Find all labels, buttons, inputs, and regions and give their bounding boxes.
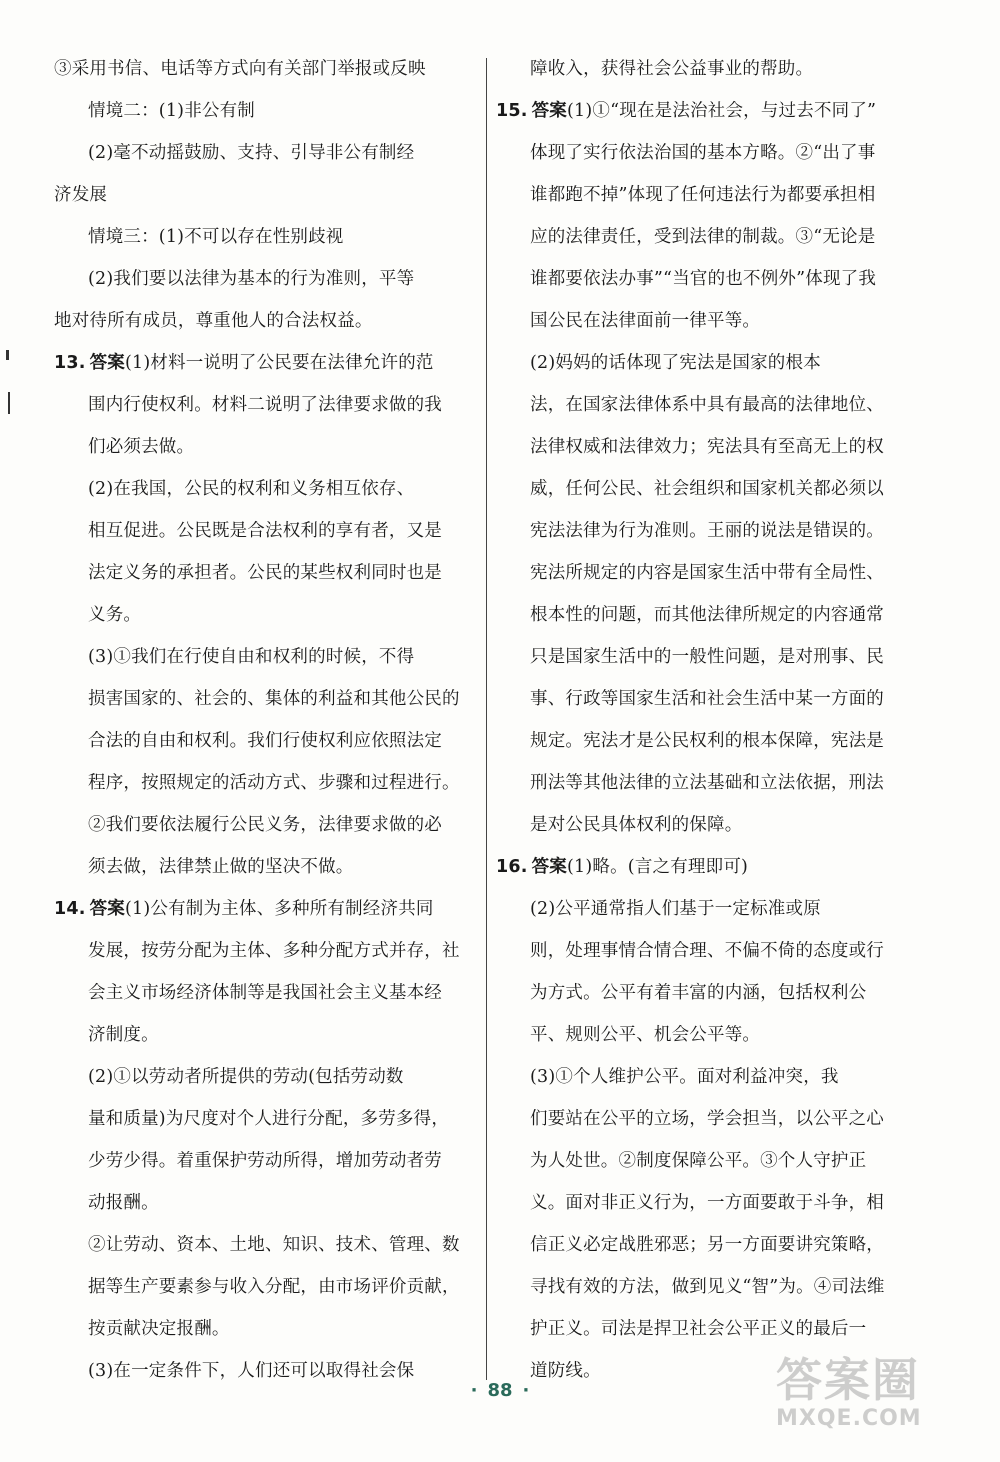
line-text: 济制度。 xyxy=(88,1025,159,1045)
line-text: (1)公有制为主体、多种所有制经济共同 xyxy=(125,899,434,919)
line-text: (2)在我国，公民的权利和义务相互依存、 xyxy=(88,479,415,499)
line-text: 情境三：(1)不可以存在性别歧视 xyxy=(88,227,344,247)
right-column xyxy=(496,48,928,1392)
line-text: 们要站在公平的立场，学会担当，以公平之心 xyxy=(530,1109,884,1129)
text-line xyxy=(496,846,928,888)
line-text: (2)我们要以法律为基本的行为准则，平等 xyxy=(88,269,415,289)
line-text: 谁都要依法办事”“当官的也不例外”体现了我 xyxy=(530,269,877,289)
text-line xyxy=(54,384,480,426)
question-number: 14. xyxy=(54,899,86,919)
text-line xyxy=(54,1266,480,1308)
text-line xyxy=(496,552,928,594)
text-line xyxy=(54,216,480,258)
text-line xyxy=(54,1224,480,1266)
text-line xyxy=(54,594,480,636)
text-line xyxy=(496,1308,928,1350)
text-line xyxy=(54,1098,480,1140)
line-text: 法，在国家法律体系中具有最高的法律地位、 xyxy=(530,395,884,415)
text-line xyxy=(54,846,480,888)
line-text: 谁都跑不掉”体现了任何违法行为都要承担相 xyxy=(530,185,876,205)
scan-mark xyxy=(8,392,10,414)
line-text: 信正义必定战胜邪恶；另一方面要讲究策略， xyxy=(530,1235,884,1255)
text-line xyxy=(496,1140,928,1182)
answer-label: 答案 xyxy=(89,899,126,919)
text-line xyxy=(496,930,928,972)
line-text: 应的法律责任，受到法律的制裁。③“无论是 xyxy=(530,227,876,247)
line-text: 寻找有效的方法，做到见义“智”为。④司法维 xyxy=(530,1277,885,1297)
text-line xyxy=(496,132,928,174)
line-text: 济发展 xyxy=(54,185,108,205)
line-text: 宪法法律为行为准则。王丽的说法是错误的。 xyxy=(530,521,884,541)
text-line xyxy=(54,1140,480,1182)
text-line xyxy=(496,258,928,300)
text-line xyxy=(496,636,928,678)
text-line xyxy=(496,468,928,510)
text-line xyxy=(496,48,928,90)
line-text: 事、行政等国家生活和社会生活中某一方面的 xyxy=(530,689,884,709)
line-text: 会主义市场经济体制等是我国社会主义基本经 xyxy=(88,983,442,1003)
text-line xyxy=(54,48,480,90)
line-text: (2)公平通常指人们基于一定标准或原 xyxy=(530,899,821,919)
text-line xyxy=(496,594,928,636)
line-text: 义。面对非正义行为，一方面要敢于斗争，相 xyxy=(530,1193,884,1213)
text-line xyxy=(54,678,480,720)
text-line xyxy=(54,552,480,594)
text-line xyxy=(496,762,928,804)
line-text: 按贡献决定报酬。 xyxy=(88,1319,230,1339)
text-line xyxy=(496,888,928,930)
text-line xyxy=(54,174,480,216)
text-line xyxy=(54,720,480,762)
line-text: 道防线。 xyxy=(530,1361,601,1381)
line-text: 地对待所有成员，尊重他人的合法权益。 xyxy=(54,311,373,331)
line-text: (3)①我们在行使自由和权利的时候，不得 xyxy=(88,647,415,667)
text-line xyxy=(496,972,928,1014)
text-line xyxy=(54,510,480,552)
line-text: 宪法所规定的内容是国家生活中带有全局性、 xyxy=(530,563,884,583)
line-text: 合法的自由和权利。我们行使权利应依照法定 xyxy=(88,731,442,751)
question-number: 13. xyxy=(54,353,86,373)
text-line xyxy=(54,804,480,846)
line-text: 围内行使权利。材料二说明了法律要求做的我 xyxy=(88,395,442,415)
text-line xyxy=(54,468,480,510)
answer-label: 答案 xyxy=(531,101,568,121)
line-text: 刑法等其他法律的立法基础和立法依据，刑法 xyxy=(530,773,884,793)
text-line xyxy=(54,930,480,972)
text-line xyxy=(54,636,480,678)
text-line xyxy=(496,1056,928,1098)
line-text: (3)在一定条件下，人们还可以取得社会保 xyxy=(88,1361,415,1381)
watermark-text: 答案圈 xyxy=(776,1353,920,1407)
text-line xyxy=(496,1224,928,1266)
line-text: (2)毫不动摇鼓励、支持、引导非公有制经 xyxy=(88,143,415,163)
line-text: (1)略。(言之有理即可) xyxy=(567,857,749,877)
text-line xyxy=(496,174,928,216)
page-number: · 88 · xyxy=(470,1380,530,1401)
text-line xyxy=(496,720,928,762)
line-text: 少劳少得。着重保护劳动所得，增加劳动者劳 xyxy=(88,1151,442,1171)
text-line xyxy=(54,888,480,930)
scan-mark xyxy=(6,350,9,360)
text-line xyxy=(496,510,928,552)
line-text: 据等生产要素参与收入分配，由市场评价贡献， xyxy=(88,1277,460,1297)
left-column xyxy=(54,48,480,1392)
line-text: 法律权威和法律效力；宪法具有至高无上的权 xyxy=(530,437,884,457)
text-line xyxy=(54,132,480,174)
line-text: (1)材料一说明了公民要在法律允许的范 xyxy=(125,353,434,373)
text-line xyxy=(54,1182,480,1224)
text-line xyxy=(54,1308,480,1350)
text-line xyxy=(496,1014,928,1056)
line-text: 为人处世。②制度保障公平。③个人守护正 xyxy=(530,1151,867,1171)
text-line xyxy=(496,342,928,384)
line-text: 障收入，获得社会公益事业的帮助。 xyxy=(530,59,814,79)
line-text: 体现了实行依法治国的基本方略。②“出了事 xyxy=(530,143,876,163)
line-text: 量和质量)为尺度对个人进行分配，多劳多得， xyxy=(88,1109,450,1129)
line-text: 们必须去做。 xyxy=(88,437,195,457)
line-text: 则，处理事情合情合理、不偏不倚的态度或行 xyxy=(530,941,884,961)
text-line xyxy=(54,258,480,300)
line-text: 义务。 xyxy=(88,605,142,625)
text-line xyxy=(54,762,480,804)
line-text: 损害国家的、社会的、集体的利益和其他公民的 xyxy=(88,689,460,709)
line-text: 程序，按照规定的活动方式、步骤和过程进行。 xyxy=(88,773,460,793)
line-text: 只是国家生活中的一般性问题，是对刑事、民 xyxy=(530,647,884,667)
text-line xyxy=(496,1098,928,1140)
line-text: 威，任何公民、社会组织和国家机关都必须以 xyxy=(530,479,884,499)
column-divider xyxy=(486,58,487,1380)
line-text: 相互促进。公民既是合法权利的享有者，又是 xyxy=(88,521,442,541)
line-text: (2)①以劳动者所提供的劳动(包括劳动数 xyxy=(88,1067,404,1087)
text-line xyxy=(496,384,928,426)
text-line xyxy=(496,216,928,258)
text-line xyxy=(54,1014,480,1056)
text-line xyxy=(54,426,480,468)
line-text: ②让劳动、资本、土地、知识、技术、管理、数 xyxy=(88,1235,460,1255)
text-line xyxy=(496,678,928,720)
question-number: 15. xyxy=(496,101,528,121)
text-line xyxy=(496,1182,928,1224)
text-line xyxy=(496,90,928,132)
text-line xyxy=(54,1056,480,1098)
line-text: 为方式。公平有着丰富的内涵，包括权利公 xyxy=(530,983,867,1003)
text-line xyxy=(496,426,928,468)
line-text: (2)妈妈的话体现了宪法是国家的根本 xyxy=(530,353,821,373)
text-line xyxy=(496,804,928,846)
text-line xyxy=(54,300,480,342)
line-text: 平、规则公平、机会公平等。 xyxy=(530,1025,761,1045)
line-text: ②我们要依法履行公民义务，法律要求做的必 xyxy=(88,815,442,835)
line-text: 发展，按劳分配为主体、多种分配方式并存，社 xyxy=(88,941,460,961)
line-text: ③采用书信、电话等方式向有关部门举报或反映 xyxy=(54,59,426,79)
text-line xyxy=(496,1266,928,1308)
line-text: 须去做，法律禁止做的坚决不做。 xyxy=(88,857,354,877)
watermark-logo xyxy=(776,1354,986,1444)
text-line xyxy=(54,342,480,384)
line-text: 法定义务的承担者。公民的某些权利同时也是 xyxy=(88,563,442,583)
line-text: 护正义。司法是捍卫社会公平正义的最后一 xyxy=(530,1319,867,1339)
line-text: (1)①“现在是法治社会，与过去不同了” xyxy=(567,101,877,121)
answer-label: 答案 xyxy=(89,353,126,373)
line-text: 规定。宪法才是公民权利的根本保障，宪法是 xyxy=(530,731,884,751)
line-text: 动报酬。 xyxy=(88,1193,159,1213)
text-line xyxy=(496,300,928,342)
text-line xyxy=(54,972,480,1014)
line-text: 情境二：(1)非公有制 xyxy=(88,101,255,121)
line-text: 是对公民具体权利的保障。 xyxy=(530,815,743,835)
line-text: 国公民在法律面前一律平等。 xyxy=(530,311,761,331)
line-text: 根本性的问题，而其他法律所规定的内容通常 xyxy=(530,605,884,625)
line-text: (3)①个人维护公平。面对利益冲突，我 xyxy=(530,1067,839,1087)
answer-label: 答案 xyxy=(531,857,568,877)
text-line xyxy=(54,90,480,132)
question-number: 16. xyxy=(496,857,528,877)
watermark-url: MXQE.COM xyxy=(776,1406,922,1431)
